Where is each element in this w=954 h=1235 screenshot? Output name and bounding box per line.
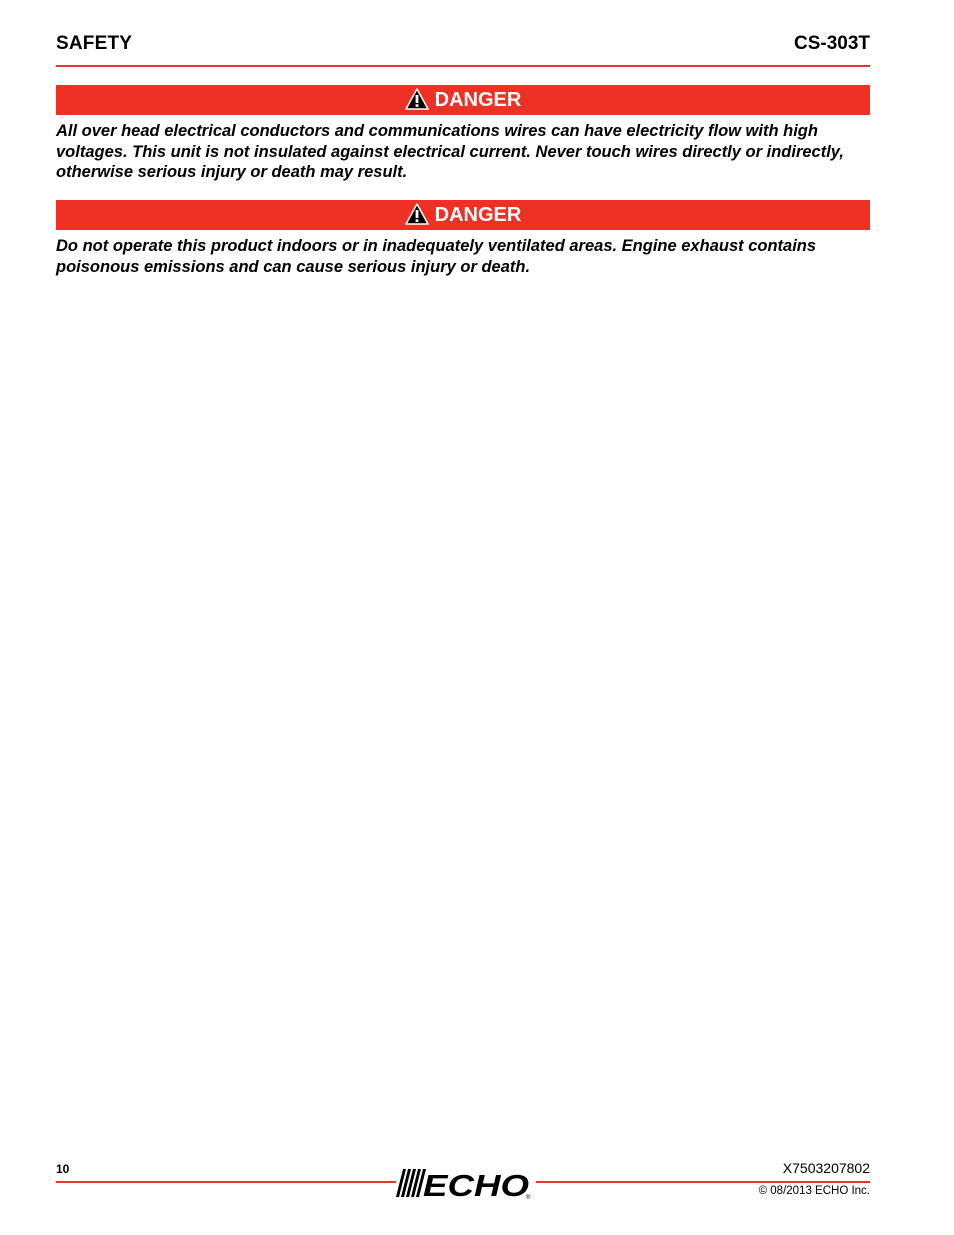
- warning-triangle-icon: [405, 203, 429, 225]
- logo-wordmark: ECHO: [423, 1168, 529, 1201]
- model-number: CS-303T: [793, 33, 870, 54]
- warning-triangle-icon: [405, 88, 429, 110]
- danger-banner: [56, 85, 870, 115]
- part-number: X7503207802: [782, 1160, 870, 1176]
- footer-divider: [56, 1181, 396, 1183]
- danger-message: All over head electrical conductors and communications wires can have electricity flow with high voltages. This unit is not insulated against electrical current. Never touch wires directly or indirectly, otherwise serious injury or death may result.: [56, 122, 844, 181]
- danger-label: DANGER: [434, 88, 522, 111]
- section-title: SAFETY: [56, 33, 133, 54]
- danger-message: Do not operate this product indoors or in inadequately ventilated areas. Engine exhaust contains poisonous emissions and can cause serious injury or death.: [56, 237, 817, 276]
- page-header: [56, 33, 870, 67]
- danger-label: DANGER: [434, 203, 522, 226]
- svg-text:®: ®: [526, 1195, 531, 1201]
- copyright-notice: © 08/2013 ECHO Inc.: [758, 1185, 870, 1197]
- page-number: 10: [56, 1162, 70, 1176]
- footer-divider: [536, 1181, 870, 1183]
- echo-logo: [393, 1167, 539, 1201]
- danger-banner: [56, 200, 870, 230]
